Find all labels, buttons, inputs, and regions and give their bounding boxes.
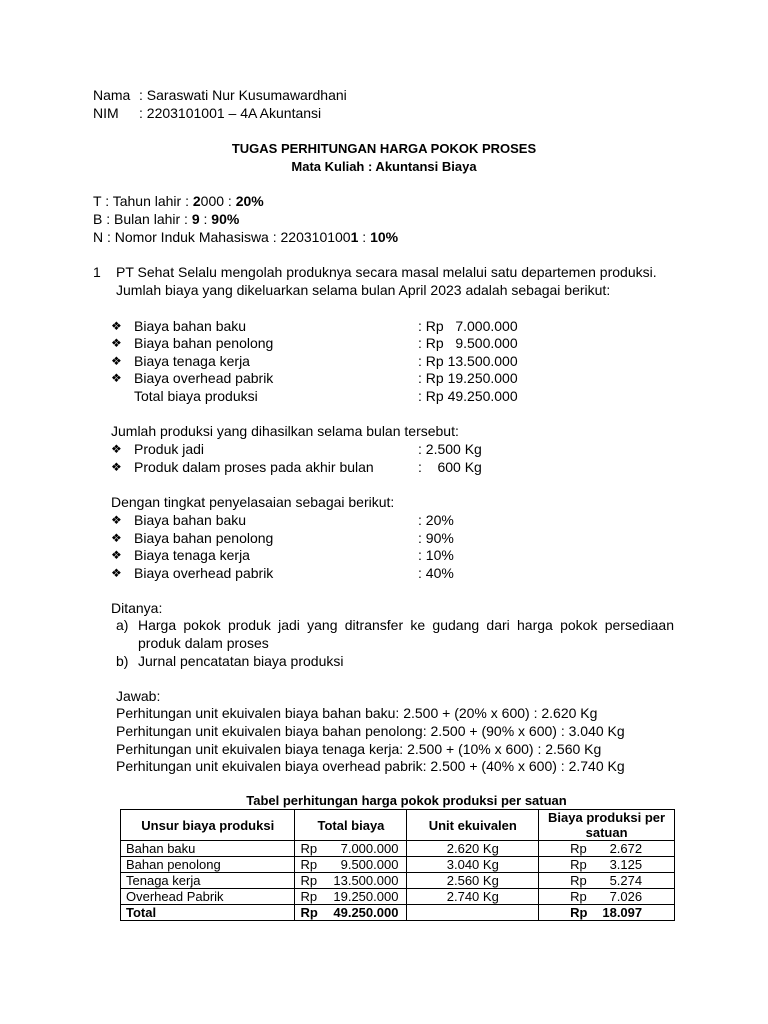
answer-title: Jawab: [116,688,161,704]
cell-unit: 2.740 Kg [407,889,539,905]
header-per-unit: Biaya produksi per satuan [539,810,675,841]
bullet-icon: ❖ [111,354,122,368]
completion-value: : 10% [418,547,454,563]
cell-total-amount: Rp 49.250.000 [295,905,407,921]
asked-title: Ditanya: [111,600,163,616]
answer-line: Perhitungan unit ekuivalen biaya overhead pabrik: 2.500 + (40% x 600) : 2.740 Kg [116,758,625,774]
cost-table [120,809,675,921]
nim-value: : 2203101001 – 4A Akuntansi [139,105,322,121]
cost-label: Biaya overhead pabrik [134,370,274,386]
production-label: Produk jadi [134,441,205,457]
cell-item: Overhead Pabrik [121,889,295,905]
bullet-icon: ❖ [111,548,122,562]
cell-unit: 3.040 Kg [407,857,539,873]
page-subtitle: Mata Kuliah : Akuntansi Biaya [291,159,477,174]
cell-item: Tenaga kerja [121,873,295,889]
cell-total-unit [407,905,539,921]
nama-label: Nama [93,87,131,103]
completion-label: Biaya tenaga kerja [134,547,250,563]
cost-value: : Rp 19.250.000 [418,370,518,386]
param-t: T : Tahun lahir : 2000 : 20% [93,193,264,209]
completion-label: Biaya bahan baku [134,512,247,528]
asked-a-continuation: produk dalam proses [138,635,269,651]
cost-label: Biaya tenaga kerja [134,353,250,369]
cell-per-unit: Rp 2.672 [539,841,675,857]
production-label: Produk dalam proses pada akhir bulan [134,459,374,475]
asked-b-text: Jurnal pencatatan biaya produksi [138,653,344,669]
table-row [121,889,675,905]
completion-label: Biaya overhead pabrik [134,565,274,581]
completion-label: Biaya bahan penolong [134,530,274,546]
cost-value: : Rp 9.500.000 [418,335,518,351]
bullet-icon: ❖ [111,513,122,527]
table-header-row [121,810,675,841]
asked-b-marker: b) [116,653,129,669]
cell-total-label: Total [121,905,295,921]
question-line-1: PT Sehat Selalu mengolah produknya secara masal melalui satu departemen produksi. [116,264,657,280]
table-caption: Tabel perhitungan harga pokok produksi per satuan [246,793,567,808]
header-total: Total biaya [295,810,407,841]
table-row [121,841,675,857]
bullet-icon: ❖ [111,531,122,545]
cost-label: Biaya bahan penolong [134,335,274,351]
completion-value: : 90% [418,530,454,546]
cell-per-unit: Rp 7.026 [539,889,675,905]
asked-a-marker: a) [116,617,129,633]
bullet-icon: ❖ [111,371,122,385]
cell-per-unit: Rp 3.125 [539,857,675,873]
param-b: B : Bulan lahir : 9 : 90% [93,211,240,227]
table-row [121,857,675,873]
answer-line: Perhitungan unit ekuivalen biaya bahan penolong: 2.500 + (90% x 600) : 3.040 Kg [116,723,625,739]
cost-label: Biaya bahan baku [134,318,247,334]
asked-a-text: Harga pokok produk jadi yang ditransfer ke gudang dari harga pokok persediaan [138,617,674,633]
cell-total-per-unit: Rp 18.097 [539,905,675,921]
cell-item: Bahan baku [121,841,295,857]
param-n: N : Nomor Induk Mahasiswa : 2203101001 : 10% [93,229,399,245]
answer-line: Perhitungan unit ekuivalen biaya tenaga kerja: 2.500 + (10% x 600) : 2.560 Kg [116,741,602,757]
cost-value: : Rp 13.500.000 [418,353,518,369]
bullet-icon: ❖ [111,442,122,456]
completion-value: : 40% [418,565,454,581]
nim-label: NIM [93,105,119,121]
page-title: TUGAS PERHITUNGAN HARGA POKOK PROSES [231,141,537,156]
answer-line: Perhitungan unit ekuivalen biaya bahan baku: 2.500 + (20% x 600) : 2.620 Kg [116,705,598,721]
cost-total-label: Total biaya produksi [134,388,258,404]
cell-total: Rp 7.000.000 [295,841,407,857]
header-unsur: Unsur biaya produksi [121,810,295,841]
cell-unit: 2.620 Kg [407,841,539,857]
question-number: 1 [93,264,101,280]
cell-unit: 2.560 Kg [407,873,539,889]
bullet-icon: ❖ [111,319,122,333]
production-intro: Jumlah produksi yang dihasilkan selama bulan tersebut: [111,423,459,439]
cell-total: Rp 13.500.000 [295,873,407,889]
question-line-2: Jumlah biaya yang dikeluarkan selama bulan April 2023 adalah sebagai berikut: [116,282,611,298]
cell-total: Rp 9.500.000 [295,857,407,873]
bullet-icon: ❖ [111,566,122,580]
cost-value: : Rp 7.000.000 [418,318,518,334]
completion-intro: Dengan tingkat penyelasaian sebagai berikut: [111,494,395,510]
bullet-icon: ❖ [111,460,122,474]
bullet-icon: ❖ [111,336,122,350]
production-value: : 2.500 Kg [418,441,482,457]
cell-total: Rp 19.250.000 [295,889,407,905]
nama-value: : Saraswati Nur Kusumawardhani [139,87,347,103]
cell-item: Bahan penolong [121,857,295,873]
completion-value: : 20% [418,512,454,528]
table-row [121,873,675,889]
table-total-row [121,905,675,921]
cost-total-value: : Rp 49.250.000 [418,388,518,404]
header-unit: Unit ekuivalen [407,810,539,841]
cell-per-unit: Rp 5.274 [539,873,675,889]
production-value: : 600 Kg [418,459,482,475]
